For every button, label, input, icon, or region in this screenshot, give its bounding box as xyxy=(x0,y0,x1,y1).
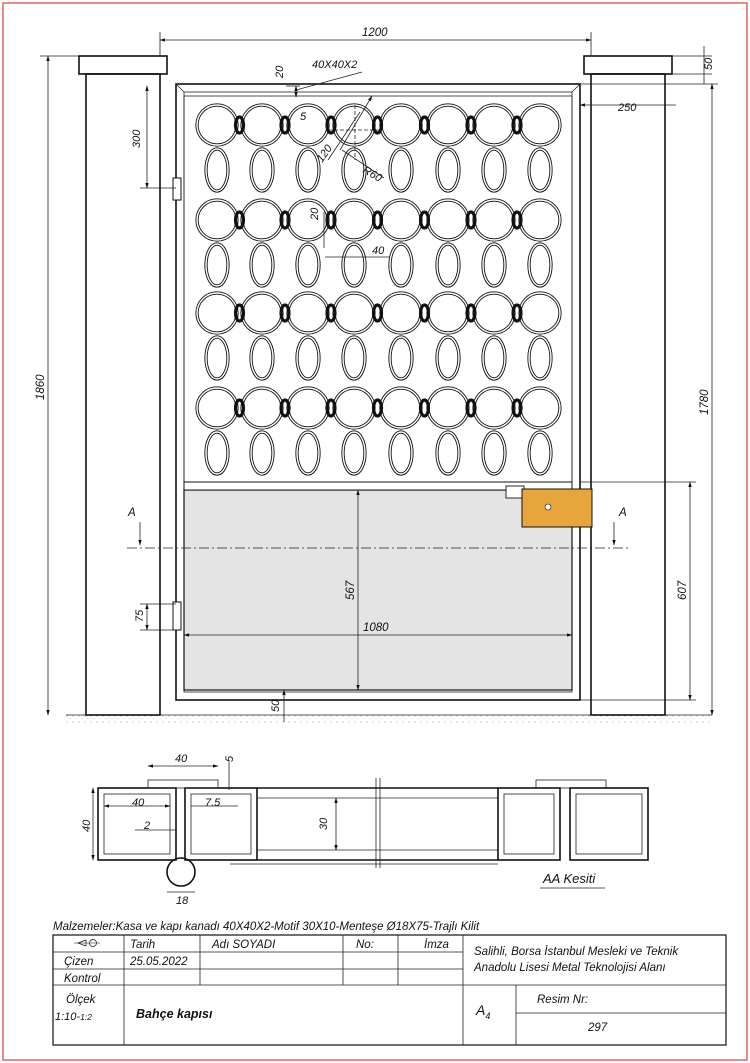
section-top-strip-left xyxy=(148,780,218,788)
sec-dim-tube-width: 40 xyxy=(132,797,145,809)
motif-lens-inner xyxy=(206,432,228,474)
olcek-label: Ölçek xyxy=(66,994,96,1006)
sec-dim-motif: 30 xyxy=(318,817,330,830)
header-adi: Adı SOYADI xyxy=(212,939,276,951)
motif-lens-inner xyxy=(206,244,228,286)
motif-lens-inner xyxy=(437,149,459,191)
gate-elevation xyxy=(35,27,718,724)
motif-lens-inner xyxy=(343,337,365,379)
dim-motif-radius: R60 xyxy=(360,164,384,185)
motif-ring-inner xyxy=(242,200,282,240)
motif-lens-inner xyxy=(206,337,228,379)
motif-lens-inner xyxy=(483,432,505,474)
motif-lens-inner xyxy=(343,149,365,191)
motif-connector xyxy=(374,400,382,416)
olcek-value: 1:10-1:2 xyxy=(55,1011,92,1023)
dim-motif-vertical: 20 xyxy=(309,207,321,220)
motif-lens-inner xyxy=(343,244,365,286)
hinge-bottom xyxy=(173,602,181,630)
motif-lens-inner xyxy=(483,244,505,286)
motif-connector xyxy=(327,117,335,133)
motif-ring-inner xyxy=(334,105,374,145)
dim-top-gap: 20 xyxy=(274,65,286,78)
motif-ring-inner xyxy=(288,388,328,428)
row-date: 25.05.2022 xyxy=(130,956,188,968)
motif-connector xyxy=(513,117,521,133)
left-post xyxy=(86,74,160,715)
motif-ring-inner xyxy=(474,388,514,428)
section-post-right xyxy=(570,788,648,860)
dim-frame-profile: 40X40X2 xyxy=(312,59,358,71)
motif-lens-inner xyxy=(390,244,412,286)
section-aa xyxy=(81,753,648,907)
dim-gate-height: 1780 xyxy=(699,389,711,415)
resim-no: 297 xyxy=(588,1022,608,1034)
dim-post-cap: 50 xyxy=(703,57,715,70)
dim-panel-height: 607 xyxy=(677,580,689,600)
dim-total-height: 1860 xyxy=(35,374,47,400)
motif-ring-inner xyxy=(428,200,468,240)
motif-lens-inner xyxy=(390,337,412,379)
sec-dim-wall: 2 xyxy=(144,820,151,832)
right-post-cap xyxy=(584,56,672,74)
motif-lens-inner xyxy=(529,337,551,379)
sec-dim-gap-5: 5 xyxy=(224,755,236,762)
motif-ring-inner xyxy=(428,388,468,428)
motif-ring-inner xyxy=(334,388,374,428)
motif-lens-inner xyxy=(437,244,459,286)
motif-ring-inner xyxy=(334,200,374,240)
dim-hinge-top: 300 xyxy=(131,129,143,148)
motif-lens-inner xyxy=(206,149,228,191)
motif-ring-inner xyxy=(520,105,560,145)
motif-connector xyxy=(236,117,244,133)
motif-connector xyxy=(327,305,335,321)
motif-lens-inner xyxy=(390,149,412,191)
row-kontrol: Kontrol xyxy=(64,973,101,985)
motif-ring-inner xyxy=(381,200,421,240)
motif-connector xyxy=(236,212,244,228)
school-line-2: Anadolu Lisesi Metal Teknolojisi Alanı xyxy=(474,962,666,974)
motif-lens-inner xyxy=(297,244,319,286)
dim-panel-width: 1080 xyxy=(363,622,389,634)
motif-lens-inner xyxy=(251,432,273,474)
motif-connector xyxy=(374,212,382,228)
header-tarih: Tarih xyxy=(130,939,156,951)
section-top-strip-right xyxy=(536,780,606,788)
motif-connector xyxy=(513,305,521,321)
motif-ring-inner xyxy=(288,105,328,145)
row-cizen: Çizen xyxy=(64,956,94,968)
motif-lens-inner xyxy=(529,244,551,286)
motif-ring-inner xyxy=(197,293,237,333)
section-title: AA Kesiti xyxy=(543,871,596,886)
motif-connector xyxy=(421,400,429,416)
motif-connector xyxy=(467,305,475,321)
motif-connector xyxy=(236,400,244,416)
motif-frame xyxy=(184,96,572,482)
motif-ring-inner xyxy=(520,200,560,240)
header-imza: İmza xyxy=(424,939,449,951)
section-mark-right: A xyxy=(619,507,627,519)
sec-dim-height: 40 xyxy=(81,819,93,832)
motif-ring-inner xyxy=(288,293,328,333)
gate-bottom-panel xyxy=(184,490,572,690)
motif-ring-inner xyxy=(242,293,282,333)
section-frame-left-inner xyxy=(191,794,251,854)
drawing-title: Bahçe kapısı xyxy=(136,1007,213,1021)
motif-ring-inner xyxy=(288,200,328,240)
motif-ring-inner xyxy=(381,105,421,145)
motif-connector xyxy=(327,400,335,416)
motif-lens-inner xyxy=(437,337,459,379)
motif-lens-inner xyxy=(483,337,505,379)
motif-ring-inner xyxy=(242,388,282,428)
motif-connector xyxy=(327,212,335,228)
motif-connector xyxy=(421,305,429,321)
motif-connector xyxy=(421,117,429,133)
section-mark-left: A xyxy=(128,507,136,519)
motif-connector xyxy=(374,305,382,321)
motif-lens-inner xyxy=(437,432,459,474)
paper-size: $A_4$ xyxy=(476,1002,491,1021)
motif-ring-inner xyxy=(474,105,514,145)
resim-label: Resim Nr: xyxy=(537,994,589,1006)
lock-latch xyxy=(506,486,524,498)
motif-ring-inner xyxy=(197,200,237,240)
motif-connector xyxy=(513,212,521,228)
motif-connector xyxy=(236,305,244,321)
motif-ring-inner xyxy=(381,388,421,428)
header-no: No: xyxy=(356,939,374,951)
dim-post-width: 250 xyxy=(618,102,637,114)
motif-ring-inner xyxy=(428,293,468,333)
hinge-top xyxy=(173,178,181,200)
dim-motif-gap: 5 xyxy=(300,111,307,123)
lattice-motif xyxy=(197,105,560,474)
motif-connector xyxy=(421,212,429,228)
dim-ground-gap: 50 xyxy=(270,699,282,712)
motif-ring-inner xyxy=(474,200,514,240)
motif-connector xyxy=(281,212,289,228)
motif-connector xyxy=(374,117,382,133)
motif-lens-inner xyxy=(297,337,319,379)
dim-total-width: 1200 xyxy=(362,27,388,39)
motif-connector xyxy=(281,305,289,321)
motif-lens-inner xyxy=(251,149,273,191)
section-hinge-pin xyxy=(167,858,195,886)
motif-ring-inner xyxy=(334,293,374,333)
motif-lens-inner xyxy=(251,244,273,286)
motif-ring-inner xyxy=(520,293,560,333)
sec-dim-top-width: 40 xyxy=(175,753,188,765)
title-block xyxy=(53,921,726,1045)
motif-ring-inner xyxy=(197,105,237,145)
motif-lens-inner xyxy=(343,432,365,474)
motif-connector xyxy=(281,400,289,416)
motif-lens-inner xyxy=(529,149,551,191)
motif-ring-inner xyxy=(381,293,421,333)
motif-ring-inner xyxy=(520,388,560,428)
motif-lens-inner xyxy=(251,337,273,379)
section-post-right-inner xyxy=(576,794,642,854)
motif-ring-inner xyxy=(242,105,282,145)
school-line-1: Salihli, Borsa İstanbul Mesleki ve Teknik xyxy=(474,946,679,958)
motif-ring-inner xyxy=(474,293,514,333)
lock-keyhole-icon xyxy=(545,504,551,510)
motif-connector xyxy=(513,400,521,416)
section-frame-right-inner xyxy=(504,794,554,854)
motif-ring-inner xyxy=(428,105,468,145)
dim-panel-height-inner: 567 xyxy=(345,580,357,600)
dim-motif-offset: 120 xyxy=(314,142,335,165)
motif-connector xyxy=(467,212,475,228)
section-frame-right xyxy=(498,788,560,860)
section-frame-left xyxy=(185,788,257,860)
motif-ring-inner xyxy=(197,388,237,428)
dim-hinge-bottom: 75 xyxy=(134,609,146,622)
materials-line: Malzemeler:Kasa ve kapı kanadı 40X40X2-Motif 30X10-Menteşe Ø18X75-Trajlı Kilit xyxy=(53,921,480,933)
motif-lens-inner xyxy=(297,432,319,474)
projection-symbol-icon xyxy=(74,940,100,947)
sec-dim-pin: 18 xyxy=(176,895,189,907)
right-post xyxy=(591,74,665,715)
left-post-cap xyxy=(79,56,167,74)
motif-connector xyxy=(467,117,475,133)
dim-motif-width: 40 xyxy=(372,245,385,257)
motif-lens-inner xyxy=(390,432,412,474)
motif-lens-inner xyxy=(529,432,551,474)
sec-dim-offset: 7.5 xyxy=(205,797,221,809)
motif-lens-inner xyxy=(483,149,505,191)
motif-connector xyxy=(281,117,289,133)
lock-body xyxy=(522,489,592,527)
motif-connector xyxy=(467,400,475,416)
